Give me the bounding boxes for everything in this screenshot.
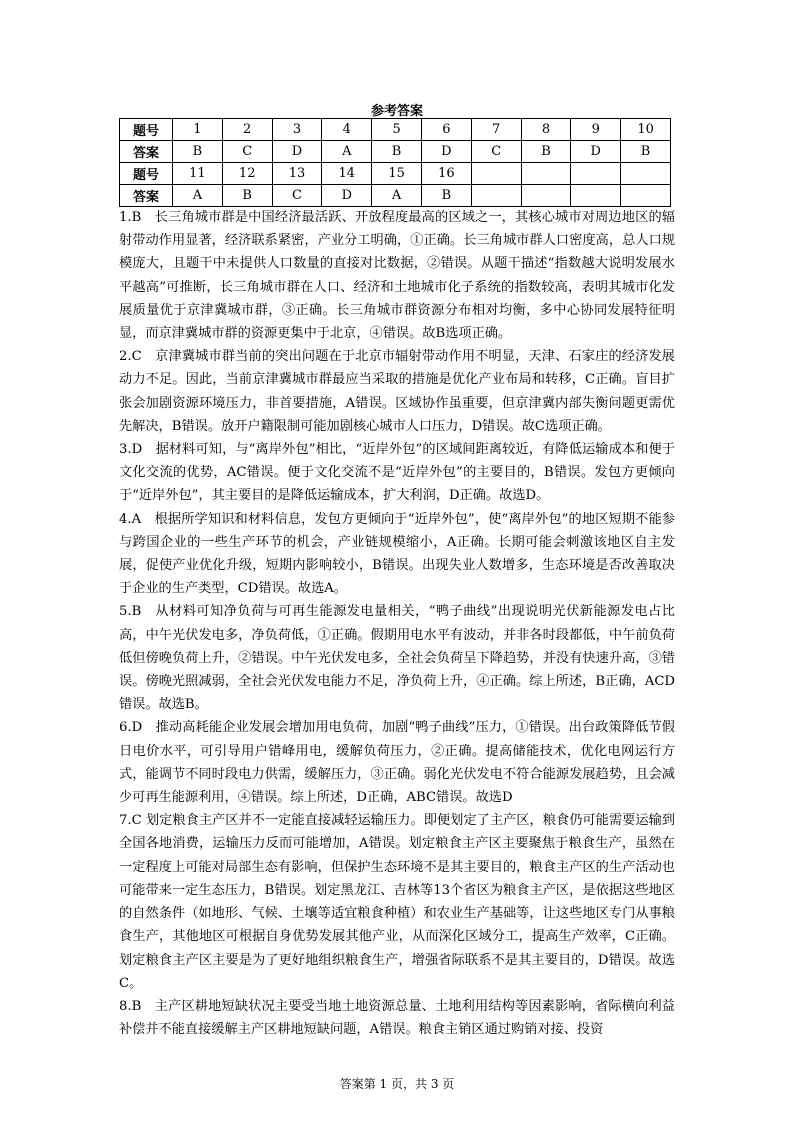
answer-cell: 12 (222, 163, 272, 185)
answer-cell: 11 (173, 163, 223, 185)
answer-cell: 8 (521, 119, 571, 141)
answer-cell: 3 (272, 119, 322, 141)
answer-cell (621, 163, 671, 185)
answer-table-row (120, 119, 671, 141)
answer-cell: 15 (372, 163, 422, 185)
answer-cell: 10 (621, 119, 671, 141)
answer-cell: 2 (222, 119, 272, 141)
explanation-paragraph: 1.B 长三角城市群是中国经济最活跃、开放程度最高的区域之一，其核心城市对周边地区的辐射带动作用显著，经济联系紧密，产业分工明确，①正确。长三角城市群人口密度高，总人口规模庞大，且题干中未提供人口数量的直接对比数据，②错误。从题干描述“指数越大说明发展水平越高”可推断，长三角城市群在人口、经济和土地城市化子系统的指数较高，表明其城市化发展质量优于京津冀城市群，③正确。长三角城市群资源分布相对均衡，多中心协同发展特征明显，而京津冀城市群的资源更集中于北京，④错误。故B选项正确。 (119, 210, 675, 342)
answer-cell: A (173, 185, 223, 207)
answer-cell: B (173, 141, 223, 163)
answer-cell: D (421, 141, 471, 163)
answer-cell (571, 185, 621, 207)
answer-cell: C (222, 141, 272, 163)
answer-cell: A (372, 185, 422, 207)
explanation-paragraph: 4.A 根据所学知识和材料信息，发包方更倾向于“近岸外包”，使“离岸外包”的地区短期不能参与跨国企业的一些生产环节的机会，产业链规模缩小，A正确。长期可能会刺激该地区自主发展，促使产业优化升级，短期内影响较小，B错误。出现失业人数增多，生态环境是否改善取决于企业的生产类型，CD错误。故选A。 (119, 511, 675, 597)
answer-cell: B (421, 185, 471, 207)
answer-cell (571, 163, 621, 185)
answer-cell (471, 185, 521, 207)
explanation-paragraph: 7.C 划定粮食主产区并不一定能直接减轻运输压力。即便划定了主产区，粮食仍可能需要运输到全国各地消费，运输压力反而可能增加，A错误。划定粮食主产区主要聚焦于粮食生产，虽然在一定程度上可能对局部生态有影响，但保护生态环境不是其主要目的，粮食主产区的生产活动也可能带来一定生态压力，B错误。划定黑龙江、吉林等13个省区为粮食主产区，是依据这些地区的自然条件（如地形、气候、土壤等适宜粮食种植）和农业生产基础等，让这些地区专门从事粮食生产，其他地区可根据自身优势发展其他产业，从而深化区域分工，提高生产效率，C正确。划定粮食主产区主要是为了更好地组织粮食生产，增强省际联系不是其主要目的，D错误。故选C。 (119, 813, 675, 991)
answer-cell (621, 185, 671, 207)
answer-table-row (120, 141, 671, 163)
answer-table (119, 118, 671, 207)
page-footer: 答案第 1 页，共 3 页 (339, 1077, 455, 1091)
answer-cell: B (372, 141, 422, 163)
answer-cell: B (521, 141, 571, 163)
answer-cell: 7 (471, 119, 521, 141)
answer-cell: D (322, 185, 372, 207)
answer-cell: 13 (272, 163, 322, 185)
answer-cell: 5 (372, 119, 422, 141)
answer-cell: D (272, 141, 322, 163)
answer-cell: B (621, 141, 671, 163)
row-header: 题号 (120, 119, 173, 141)
answer-cell: A (322, 141, 372, 163)
answer-cell (521, 185, 571, 207)
row-header: 题号 (120, 163, 173, 185)
answer-cell: 14 (322, 163, 372, 185)
explanation-paragraph: 2.C 京津冀城市群当前的突出问题在于北京市辐射带动作用不明显，天津、石家庄的经济发展动力不足。因此，当前京津冀城市群最应当采取的措施是优化产业布局和转移，C正确。盲目扩张会加剧资源环境压力，非首要措施，A错误。区域协作虽重要，但京津冀内部失衡问题更需优先解决，B错误。放开户籍限制可能加剧核心城市人口压力，D错误。故C选项正确。 (119, 349, 675, 434)
explanation-paragraph: 8.B 主产区耕地短缺状况主要受当地土地资源总量、土地利用结构等因素影响，省际横向利益补偿并不能直接缓解主产区耕地短缺问题，A错误。粮食主销区通过购销对接、投资 (119, 998, 675, 1038)
answer-cell: C (471, 141, 521, 163)
explanation-paragraph: 5.B 从材料可知净负荷与可再生能源发电量相关，“鸭子曲线”出现说明光伏新能源发电占比高，中午光伏发电多，净负荷低，①正确。假期用电水平有波动，并非各时段都低，中午前负荷低但傍晚负荷上升，②错误。中午光伏发电多，全社会负荷呈下降趋势，并没有快速升高，③错误。傍晚光照减弱，全社会光伏发电能力不足，净负荷上升，④正确。综上所述，B正确，ACD错误。故选B。 (119, 604, 675, 713)
answer-cell: 9 (571, 119, 621, 141)
explanation-paragraph: 3.D 据材料可知，与“离岸外包”相比，“近岸外包”的区域间距离较近，有降低运输成本和便于文化交流的优势，AC错误。便于文化交流不是“近岸外包”的主要目的，B错误。发包方更倾向于“近岸外包”，其主要目的是降低运输成本，扩大利润，D正确。故选D。 (119, 442, 675, 504)
answer-cell: D (571, 141, 621, 163)
explanations (119, 206, 675, 1041)
row-header: 答案 (120, 141, 173, 163)
page-title: 参考答案 (370, 104, 423, 119)
answer-cell: 4 (322, 119, 372, 141)
answer-cell: C (272, 185, 322, 207)
row-header: 答案 (120, 185, 173, 207)
answer-cell: 16 (421, 163, 471, 185)
answer-cell (521, 163, 571, 185)
explanation-paragraph: 6.D 推动高耗能企业发展会增加用电负荷，加剧“鸭子曲线”压力，①错误。出台政策降低节假日电价水平，可引导用户错峰用电，缓解负荷压力，②正确。提高储能技术，优化电网运行方式，能调节不同时段电力供需，缓解压力，③正确。弱化光伏发电不符合能源发展趋势，且会减少可再生能源利用，④错误。综上所述，D正确，ABC错误。故选D (119, 720, 675, 806)
answer-cell (471, 163, 521, 185)
answer-table-row (120, 163, 671, 185)
answer-cell: B (222, 185, 272, 207)
answer-table-row (120, 185, 671, 207)
answer-cell: 6 (421, 119, 471, 141)
answer-cell: 1 (173, 119, 223, 141)
